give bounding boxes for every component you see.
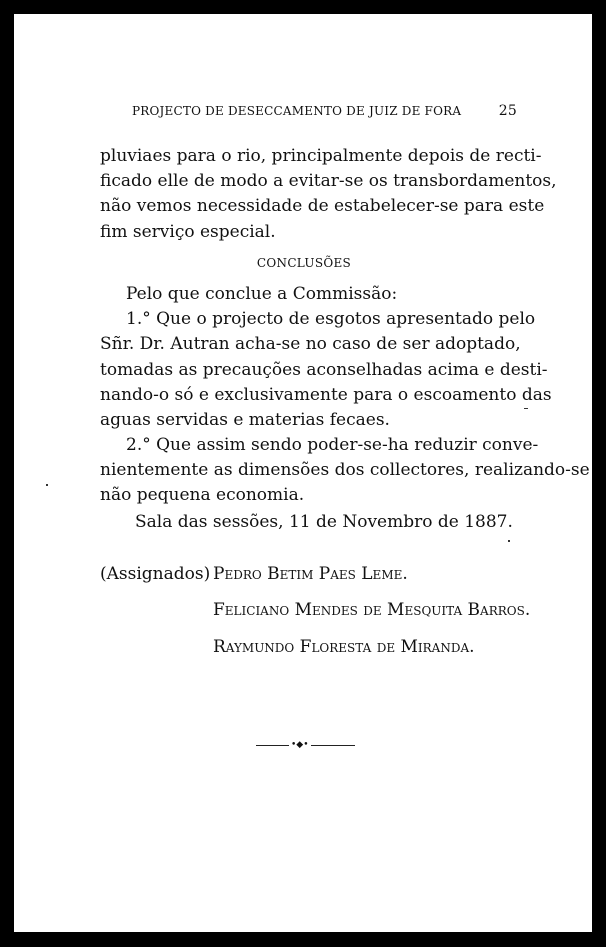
text-line: nando-o só e exclusivamente para o escoamento das	[100, 384, 552, 405]
page-number: 25	[498, 103, 517, 119]
print-speck	[524, 408, 528, 409]
text-line: fim serviço especial.	[100, 221, 276, 242]
signatory-3: Raymundo Floresta de Miranda.	[213, 637, 475, 657]
session-date: Sala das sessões, 11 de Novembro de 1887.	[135, 512, 513, 532]
signatory-1: Pedro Betim Paes Leme.	[213, 564, 408, 584]
text-line: não vemos necessidade de estabelecer-se para este	[100, 196, 545, 217]
text-line: 2.° Que assim sendo poder-se-ha reduzir conve-	[126, 435, 539, 456]
text-line: tomadas as precauções aconselhadas acima e desti-	[100, 359, 548, 380]
text-line: nientemente as dimensões dos collectores, realizando-se	[100, 460, 590, 481]
running-head-title: PROJECTO DE DESECCAMENTO DE JUIZ DE FORA	[132, 104, 462, 118]
text-line: ficado elle de modo a evitar-se os transbordamentos,	[100, 171, 557, 192]
signed-label: (Assignados)	[100, 564, 211, 584]
signatory-2: Feliciano Mendes de Mesquita Barros.	[213, 600, 531, 620]
ornament-glyph: •◆•	[291, 740, 309, 750]
conclusion-item-2	[100, 433, 590, 509]
section-heading: CONCLUSÕES	[256, 255, 352, 270]
intro-paragraph	[100, 144, 557, 245]
print-speck	[46, 484, 48, 486]
text-line: aguas servidas e materias fecaes.	[100, 409, 390, 430]
text-line: pluviaes para o rio, principalmente depois de recti-	[100, 146, 542, 166]
conclusion-item-1	[100, 307, 552, 433]
lead-line: Pelo que conclue a Commissão:	[126, 283, 398, 304]
text-line: Sñr. Dr. Autran acha-se no caso de ser adoptado,	[100, 334, 521, 355]
text-line: 1.° Que o projecto de esgotos apresentado pelo	[126, 309, 536, 330]
text-line: não pequena economia.	[100, 485, 305, 506]
body-text	[100, 144, 590, 509]
print-speck	[508, 540, 510, 542]
